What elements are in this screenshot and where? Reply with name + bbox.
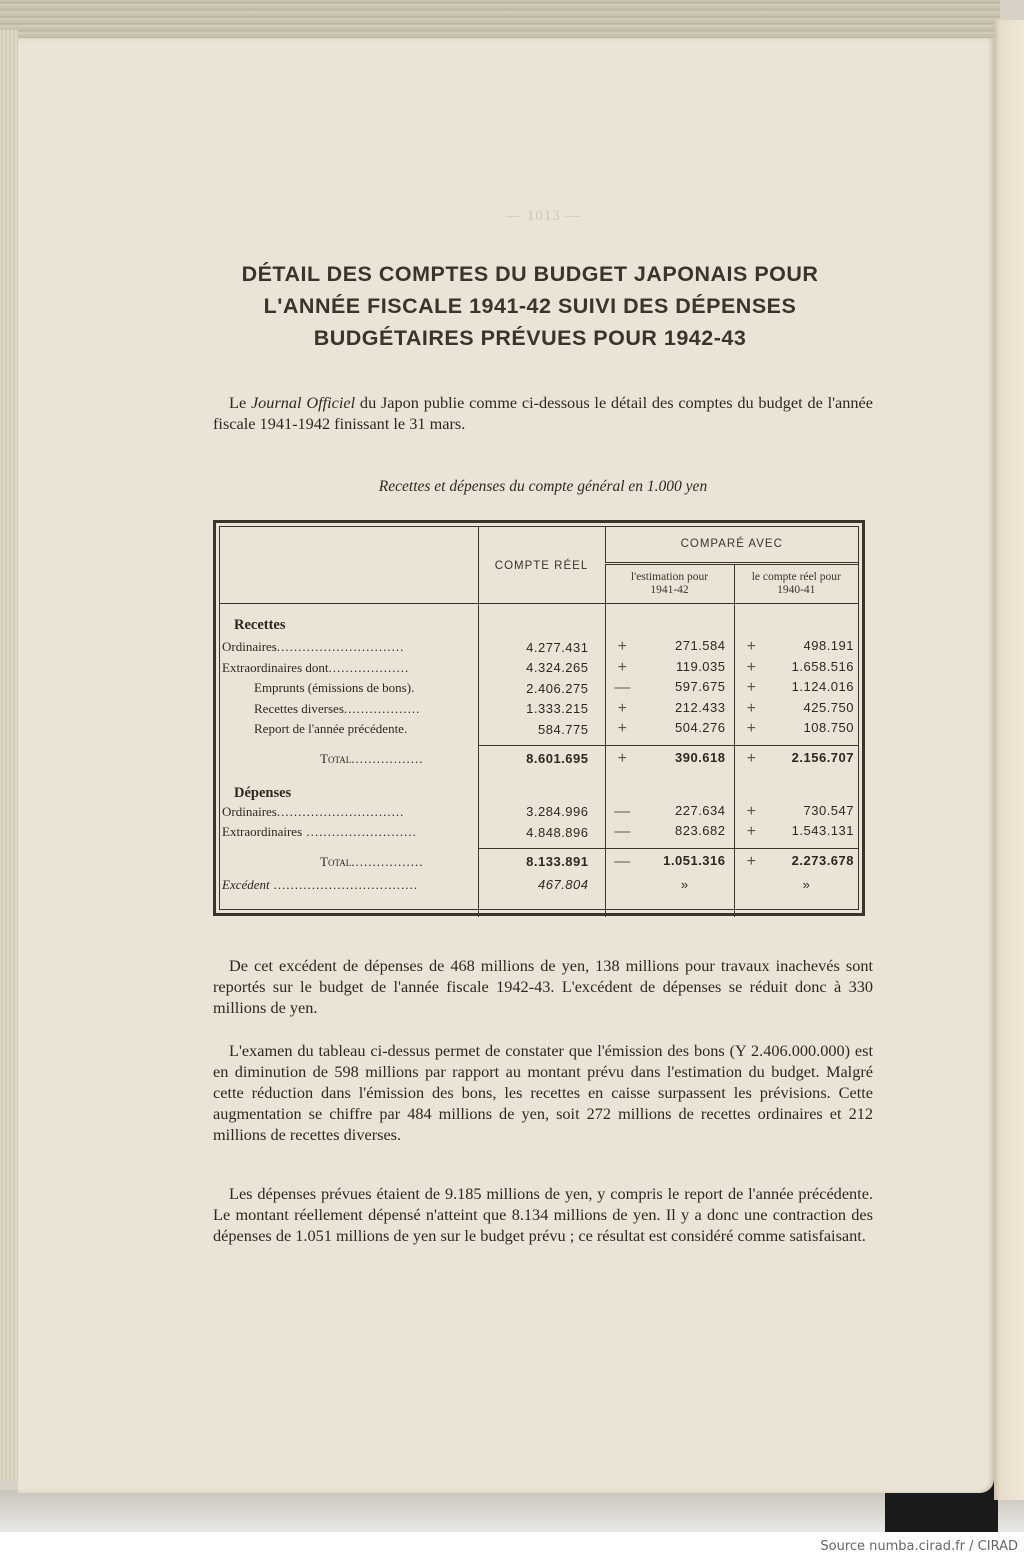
- table-row: Recettes diverses.................. 1.333.215 + 212.433 + 425.750: [220, 699, 858, 720]
- table-row: Report de l'année précédente. 584.775 + 504.276 + 108.750: [220, 719, 858, 740]
- table-row-total-recettes: Total................. 8.601.695 + 390.618 + 2.156.707: [220, 746, 858, 772]
- header-previous-year: le compte réel pour 1940-41: [734, 563, 858, 603]
- scan-bottom-shadow: [0, 1490, 1024, 1532]
- group-recettes: Recettes: [234, 616, 286, 633]
- page-stack-top-edge: [0, 0, 1000, 38]
- table-caption: Recettes et dépenses du compte général en 1.000 yen: [378, 478, 708, 495]
- table-row-excedent: Excédent .................................. 467.804 » »: [220, 875, 858, 896]
- table-row: Ordinaires.............................. 3.284.996 — 227.634 + 730.547: [220, 802, 858, 823]
- budget-table: [213, 520, 865, 916]
- paragraph-excedent: De cet excédent de dépenses de 468 millions de yen, 138 millions pour travaux inachevés sont reportés sur le budget de l'année fiscale 1942-43. L'excédent de dépenses se réduit donc à 330 millions de yen.: [213, 956, 873, 1017]
- header-estimation: l'estimation pour 1941-42: [605, 563, 734, 603]
- table-row: Ordinaires.............................. 4.277.431 + 271.584 + 498.191: [220, 637, 858, 658]
- title-line-1: DÉTAIL DES COMPTES DU BUDGET JAPONAIS POUR: [241, 262, 819, 286]
- table-row: Emprunts (émissions de bons). 2.406.275 — 597.675 + 1.124.016: [220, 678, 858, 699]
- paragraph-depenses-prevues: Les dépenses prévues étaient de 9.185 millions de yen, y compris le report de l'année précédente. Le montant réellement dépensé n'atteint que 8.134 millions de yen. Il y a donc une contraction des dépenses de 1.051 millions de yen sur le budget prévu ; ce résultat est considéré comme satisfaisant.: [213, 1184, 873, 1245]
- header-compare-avec: COMPARÉ AVEC: [605, 527, 858, 563]
- table-row-total-depenses: Total................. 8.133.891 — 1.051.316 + 2.273.678: [220, 849, 858, 875]
- page-number-bleedthrough: — 1013 —: [506, 208, 582, 224]
- page-stack-left-edge: [0, 30, 18, 1480]
- paragraph-examen: L'examen du tableau ci-dessus permet de constater que l'émission des bons (Y 2.406.000.000) est en diminution de 598 millions par rapport au montant prévu dans l'estimation du budget. Malgré cette réduction dans l'émission des bons, les recettes en caisse surpassent les prévisions. Cette augmentation se chiffre par 484 millions de yen, soit 272 millions de recettes ordinaires et 212 millions de recettes diverses.: [213, 1041, 873, 1144]
- page-title: [205, 258, 855, 354]
- journal-name: Journal Officiel: [250, 393, 356, 412]
- source-credit: Source numba.cirad.fr / CIRAD: [820, 1539, 1018, 1554]
- header-compte-reel: COMPTE RÉEL: [478, 527, 605, 603]
- title-line-2: L'ANNÉE FISCALE 1941-42 SUIVI DES DÉPENSES: [263, 294, 797, 318]
- table-row: Extraordinaires .......................... 4.848.896 — 823.682 + 1.543.131: [220, 822, 858, 843]
- facing-page-edge: [994, 20, 1024, 1500]
- group-depenses: Dépenses: [234, 784, 292, 801]
- intro-paragraph: Le Journal Officiel du Japon publie comme ci-dessous le détail des comptes du budget de l'année fiscale 1941-1942 finissant le 31 mars.: [213, 393, 873, 433]
- title-line-3: BUDGÉTAIRES PRÉVUES POUR 1942-43: [313, 326, 747, 350]
- table-row: Extraordinaires dont................... 4.324.265 + 119.035 + 1.658.516: [220, 658, 858, 679]
